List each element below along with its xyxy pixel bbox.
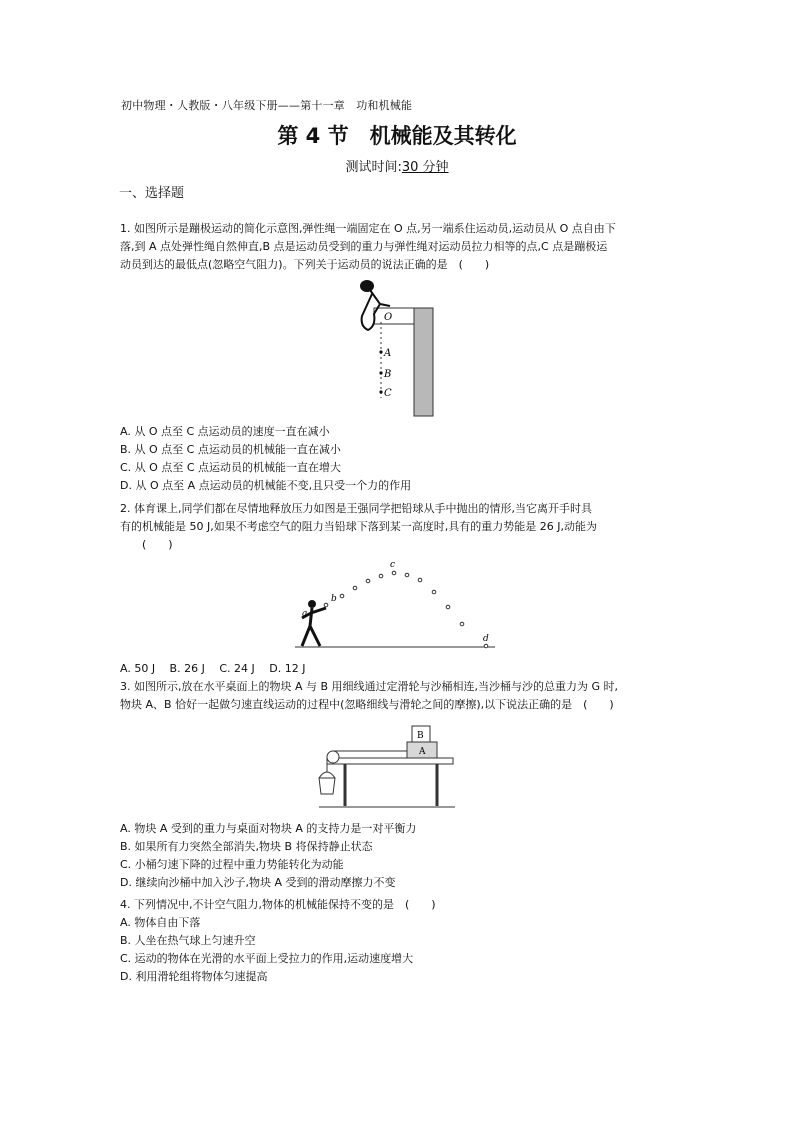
label-block-b: B bbox=[417, 731, 424, 741]
question-1-line-2: 落,到 A 点处弹性绳自然伸直,B 点是运动员受到的重力与弹性绳对运动员拉力相等的点,C 点是蹦极运 bbox=[120, 240, 608, 253]
pulley-wheel bbox=[327, 751, 339, 763]
ball-d bbox=[484, 644, 488, 648]
ball-path-7 bbox=[432, 590, 436, 594]
sand-bucket bbox=[319, 778, 335, 794]
question-4-options bbox=[120, 914, 413, 986]
label-o: O bbox=[384, 312, 393, 323]
ball-c bbox=[392, 571, 396, 575]
shot-put-figure bbox=[290, 556, 500, 656]
ball-path-9 bbox=[460, 622, 464, 626]
question-3-line-1: 3. 如图所示,放在水平桌面上的物块 A 与 B 用细线通过定滑轮与沙桶相连,当沙桶与沙的总重力为 G 时, bbox=[120, 680, 619, 693]
label-a: A bbox=[384, 348, 392, 359]
question-3-option-b: B. 如果所有力突然全部消失,物块 B 将保持静止状态 bbox=[120, 840, 373, 853]
question-3-option-d: D. 继续向沙桶中加入沙子,物块 A 受到的滑动摩擦力不变 bbox=[120, 876, 396, 889]
label-d: d bbox=[483, 634, 489, 644]
jumper-head bbox=[360, 280, 374, 292]
page-header: 初中物理・人教版・八年级下册——第十一章 功和机械能 bbox=[121, 99, 413, 112]
pulley-figure bbox=[315, 722, 460, 814]
question-3-line-2: 物块 A、B 恰好一起做匀速直线运动的过程中(忽略细线与滑轮之间的摩擦),以下说法正确的是 ( ) bbox=[120, 698, 614, 711]
label-b: b bbox=[331, 594, 337, 604]
question-3-option-a: A. 物块 A 受到的重力与桌面对物块 A 的支持力是一对平衡力 bbox=[120, 822, 417, 835]
question-3-option-c: C. 小桶匀速下降的过程中重力势能转化为动能 bbox=[120, 858, 344, 871]
question-2-line-3: ( ) bbox=[120, 538, 173, 551]
page-title: 第 4 节 机械能及其转化 bbox=[277, 124, 517, 148]
question-1-line-1: 1. 如图所示是蹦极运动的简化示意图,弹性绳一端固定在 O 点,另一端系住运动员,运动员从 O 点自由下 bbox=[120, 222, 616, 235]
ball-path-8 bbox=[446, 605, 450, 609]
question-2-stem bbox=[120, 500, 680, 554]
ball-path-5 bbox=[405, 573, 409, 577]
label-b: B bbox=[384, 369, 392, 380]
question-1-option-b: B. 从 O 点至 C 点运动员的机械能一直在减小 bbox=[120, 443, 341, 456]
question-4-line-1: 4. 下列情况中,不计空气阻力,物体的机械能保持不变的是 ( ) bbox=[120, 898, 436, 911]
question-1-option-c: C. 从 O 点至 C 点运动员的机械能一直在增大 bbox=[120, 461, 341, 474]
ball-path-4 bbox=[379, 574, 383, 578]
ball-path-1 bbox=[340, 594, 344, 598]
cliff-pillar bbox=[414, 308, 433, 416]
point-b bbox=[379, 371, 382, 374]
test-duration bbox=[0, 156, 794, 175]
bucket-handle bbox=[319, 772, 335, 778]
question-4-option-a: A. 物体自由下落 bbox=[120, 916, 201, 929]
question-4-option-b: B. 人坐在热气球上匀速升空 bbox=[120, 934, 256, 947]
label-c: C bbox=[384, 388, 392, 399]
question-3-stem bbox=[120, 678, 680, 714]
table-top bbox=[327, 758, 453, 764]
ball-path-2 bbox=[353, 586, 357, 590]
ball-b bbox=[324, 603, 328, 607]
question-2-line-1: 2. 体育课上,同学们都在尽情地释放压力如图是王强同学把铅球从手中抛出的情形,当它离开手时具 bbox=[120, 502, 592, 515]
point-c bbox=[379, 390, 382, 393]
question-1-option-a: A. 从 O 点至 C 点运动员的速度一直在减小 bbox=[120, 425, 330, 438]
jump-platform bbox=[374, 308, 414, 324]
question-1-line-3: 动员到达的最低点(忽略空气阻力)。下列关于运动员的说法正确的是 ( ) bbox=[120, 258, 490, 271]
point-a bbox=[379, 350, 382, 353]
question-4-stem bbox=[120, 896, 680, 914]
question-4-option-c: C. 运动的物体在光滑的水平面上受拉力的作用,运动速度增大 bbox=[120, 952, 414, 965]
question-4-option-d: D. 利用滑轮组将物体匀速提高 bbox=[120, 970, 268, 983]
test-duration-value: 30 分钟 bbox=[401, 160, 449, 175]
label-block-a: A bbox=[419, 747, 426, 757]
ball-path-6 bbox=[418, 578, 422, 582]
question-3-options bbox=[120, 820, 416, 892]
ball-path-3 bbox=[366, 579, 370, 583]
question-1-options bbox=[120, 423, 411, 495]
question-2-options: A. 50 J B. 26 J C. 24 J D. 12 J bbox=[120, 662, 306, 675]
label-a: a bbox=[302, 609, 308, 619]
question-1-option-d: D. 从 O 点至 A 点运动员的机械能不变,且只受一个力的作用 bbox=[120, 479, 412, 492]
label-c: c bbox=[390, 560, 396, 570]
athlete-head bbox=[308, 600, 316, 608]
question-1-stem bbox=[120, 220, 680, 274]
test-duration-label: 测试时间: bbox=[345, 160, 402, 175]
question-2-line-2: 有的机械能是 50 J,如果不考虑空气的阻力当铅球下落到某一高度时,具有的重力势能是 26 J,动能为 bbox=[120, 520, 597, 533]
bungee-figure bbox=[350, 276, 440, 421]
section-heading: 一、选择题 bbox=[119, 186, 185, 201]
